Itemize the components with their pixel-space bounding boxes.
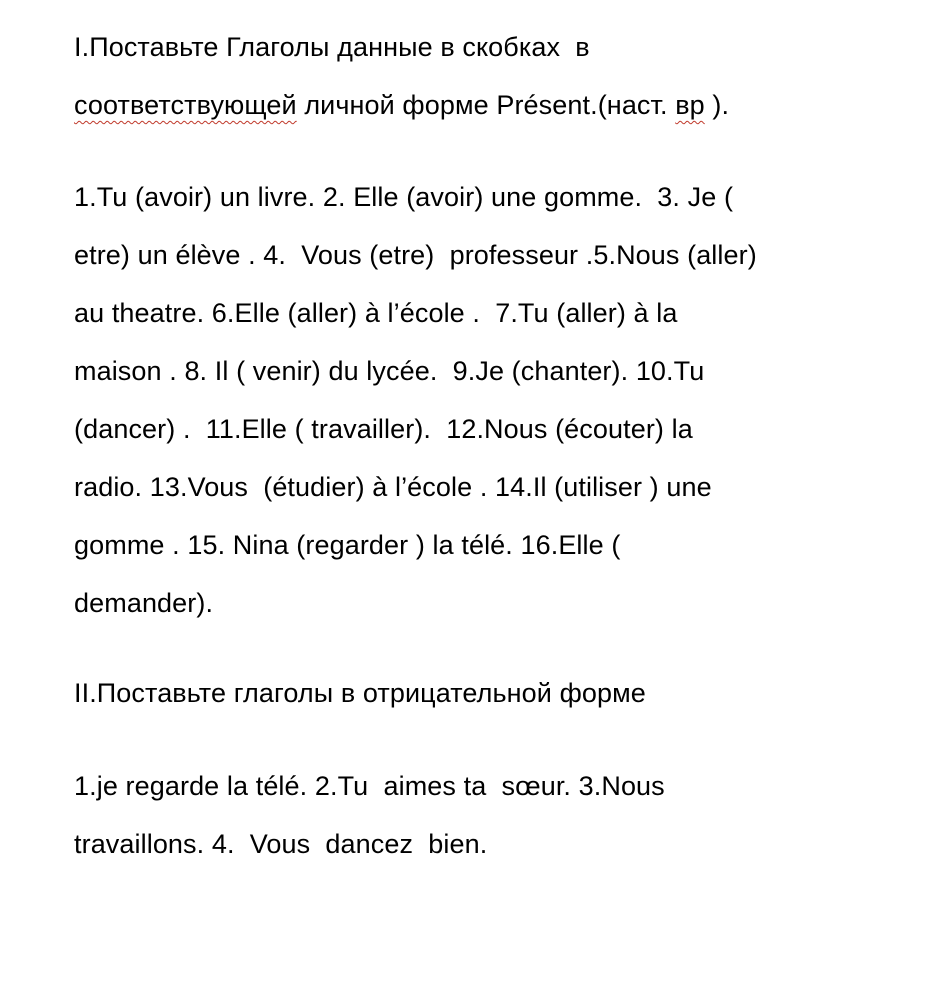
spellcheck-flagged-word: соответствующей: [74, 90, 297, 120]
section-1-exercise-line: 1.Tu (avoir) un livre. 2. Elle (avoir) une gomme. 3. Je (: [74, 182, 734, 212]
section-1-exercise-line: demander).: [74, 588, 214, 618]
section-2-heading: II.Поставьте глаголы в отрицательной форме: [74, 678, 646, 708]
section-2-exercise-line: 1.je regarde la télé. 2.Tu aimes ta sœur. 3.Nous: [74, 771, 665, 801]
spellcheck-flagged-abbreviation: вр: [675, 90, 705, 120]
section-1-exercise-line: etre) un élève . 4. Vous (etre) professeur .5.Nous (aller): [74, 240, 757, 270]
section-2-exercise-line: travaillons. 4. Vous dancez bien.: [74, 829, 488, 859]
section-1-exercise-line: gomme . 15. Nina (regarder ) la télé. 16.Elle (: [74, 530, 621, 560]
section-1-heading-line-1: I.Поставьте Глаголы данные в скобках в: [74, 32, 590, 62]
section-1-exercise-line: radio. 13.Vous (étudier) à l’école . 14.Il (utiliser ) une: [74, 472, 712, 502]
heading-line-2-middle: личной форме Présent.(наст.: [296, 90, 676, 120]
section-1-exercise-line: (dancer) . 11.Elle ( travailler). 12.Nous (écouter) la: [74, 414, 693, 444]
section-1-exercise-line: au theatre. 6.Elle (aller) à l’école . 7.Tu (aller) à la: [74, 298, 678, 328]
heading-line-2-end: ).: [704, 90, 730, 120]
section-1-exercise-line: maison . 8. Il ( venir) du lycée. 9.Je (chanter). 10.Tu: [74, 356, 705, 386]
section-1-heading-line-2: [74, 88, 729, 122]
